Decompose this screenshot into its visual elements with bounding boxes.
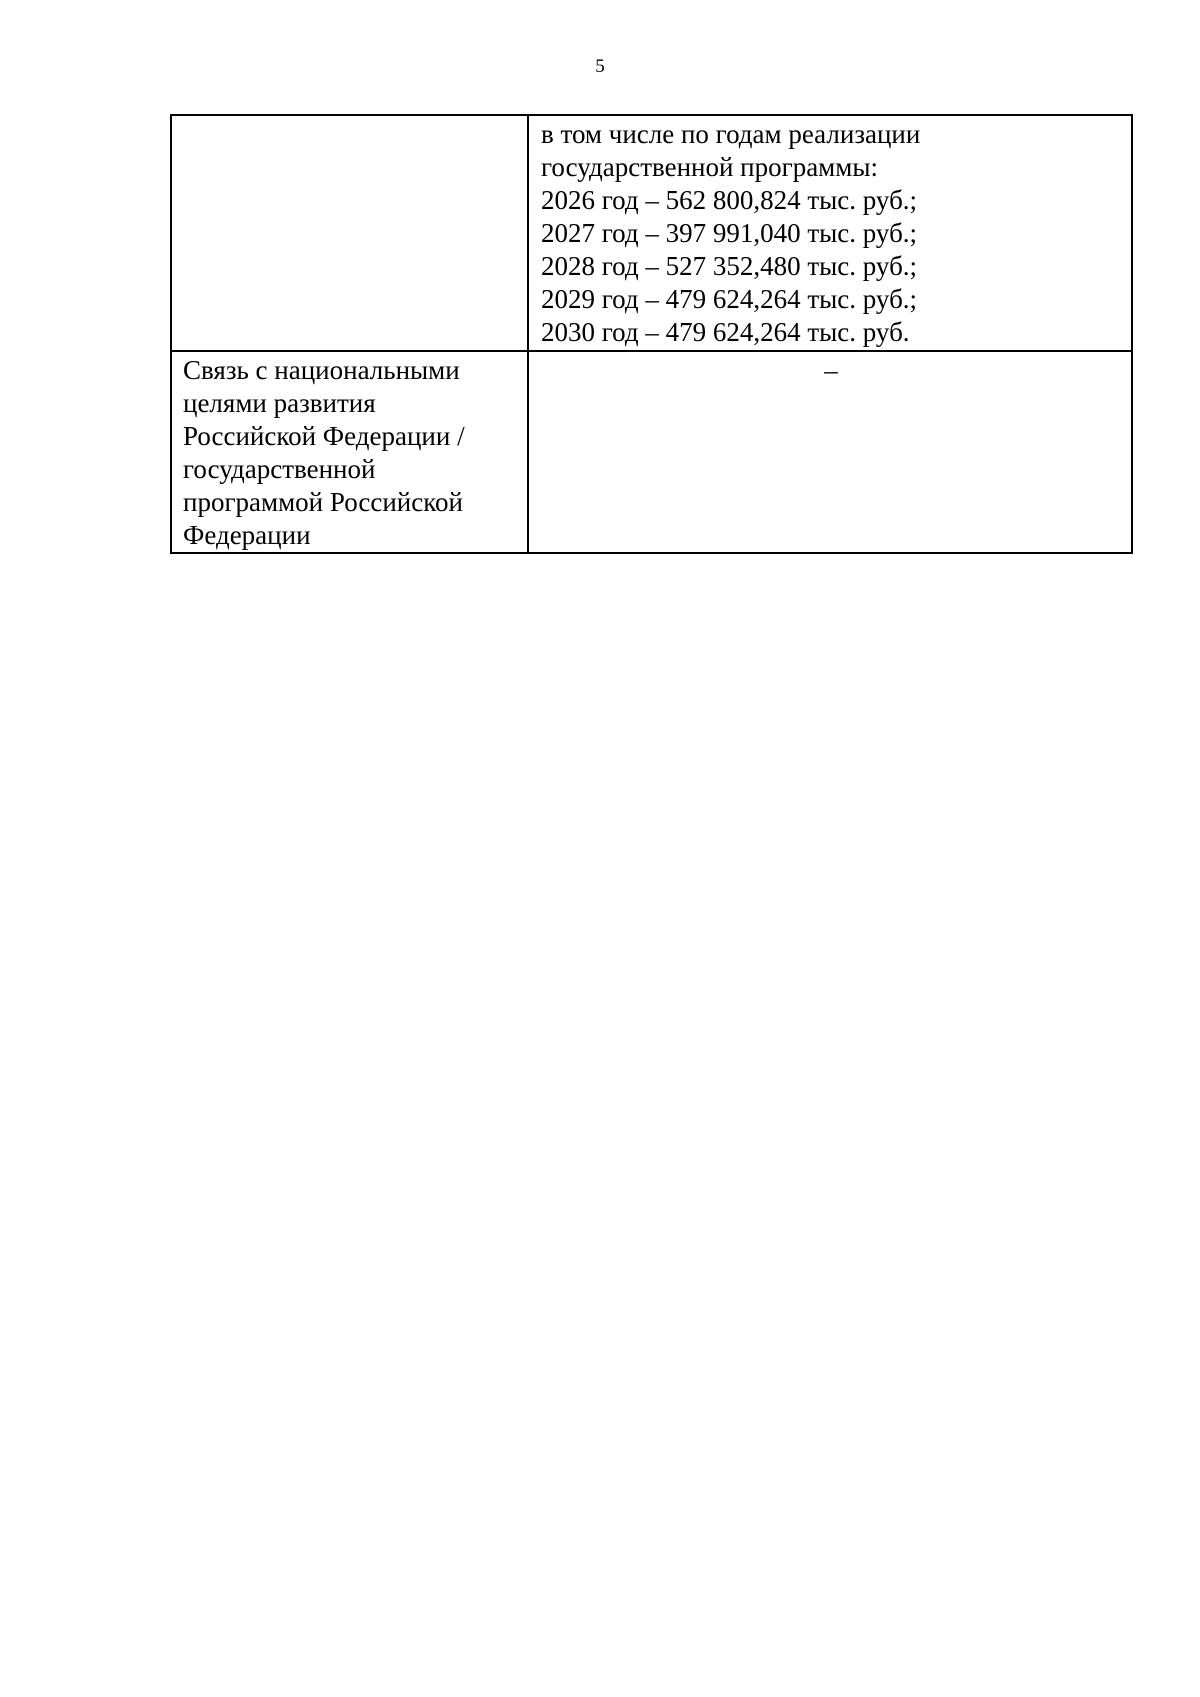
year-line-2026: 2026 год – 562 800,824 тыс. руб.; (541, 185, 918, 215)
label-line-1: Связь с национальными (183, 355, 460, 385)
year-line-2028: 2028 год – 527 352,480 тыс. руб.; (541, 251, 918, 281)
row1-value-cell (528, 115, 1132, 351)
table-row (171, 351, 1132, 553)
table-row (171, 115, 1132, 351)
row2-label-cell (171, 351, 528, 553)
passport-table (170, 114, 1133, 554)
label-line-2: целями развития (183, 388, 376, 418)
label-line-6: Федерации (183, 520, 311, 550)
year-line-2029: 2029 год – 479 624,264 тыс. руб.; (541, 284, 918, 314)
intro-line-2: государственной программы: (541, 152, 878, 182)
label-line-3: Российской Федерации / (183, 421, 465, 451)
intro-line-1: в том числе по годам реализации (541, 119, 921, 149)
label-line-5: программой Российской (183, 487, 463, 517)
label-line-4: государственной (183, 454, 376, 484)
year-line-2027: 2027 год – 397 991,040 тыс. руб.; (541, 218, 918, 248)
year-line-2030: 2030 год – 479 624,264 тыс. руб. (541, 317, 910, 347)
row1-label-cell (171, 115, 528, 351)
page-number: 5 (595, 56, 605, 77)
row2-value-cell: – (528, 351, 1132, 553)
